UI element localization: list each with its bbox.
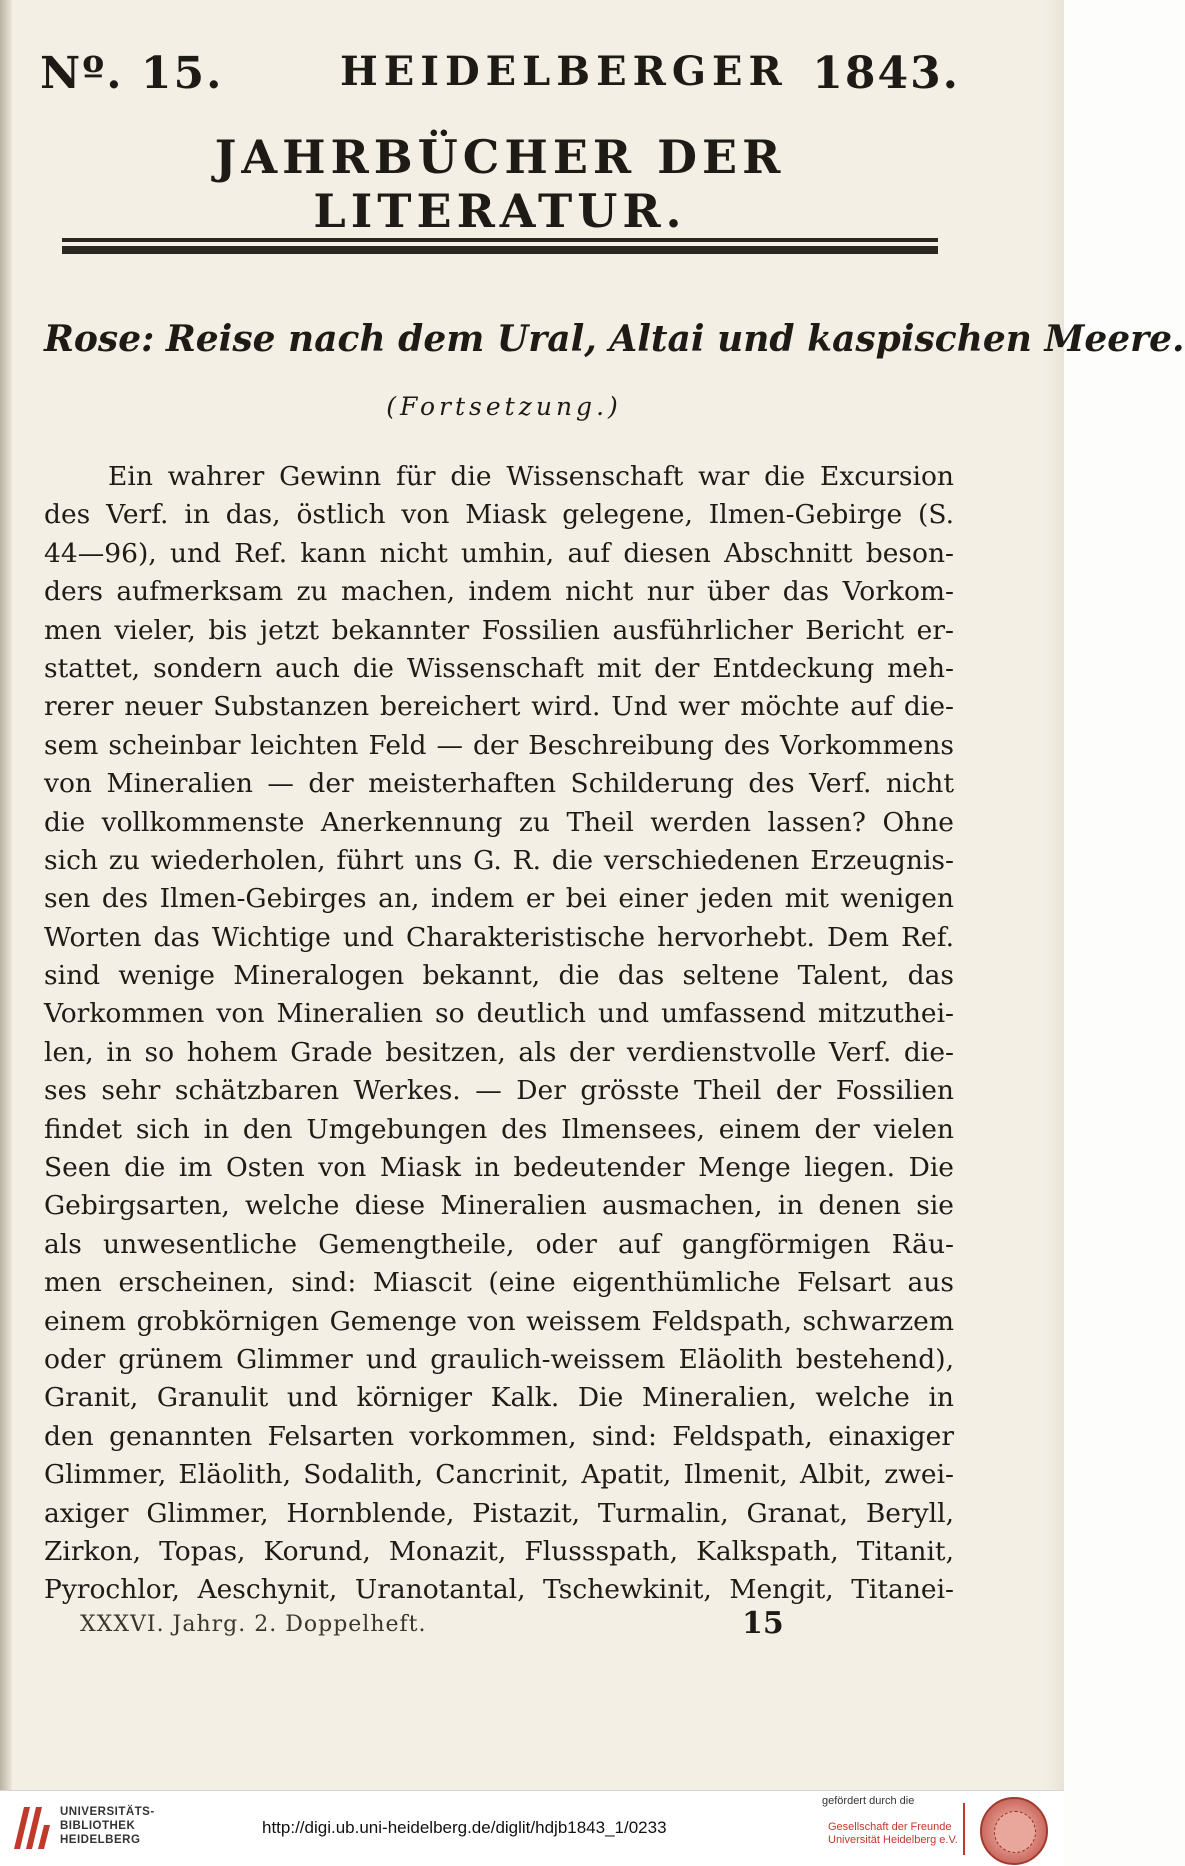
issue-number: Nº. 15.	[40, 48, 224, 99]
text-line: sen des Ilmen-Gebirges an, indem er bei einer jeden mit wenigen	[44, 883, 954, 915]
signature-number: 15	[742, 1606, 784, 1641]
text-line: Ein wahrer Gewinn für die Wissenschaft war die Excursion	[108, 461, 954, 492]
text-line: die vollkommenste Anerkennung zu Theil werden lassen? Ohne	[44, 806, 954, 838]
journal-header	[40, 48, 960, 108]
viewer-footer	[0, 1790, 1064, 1866]
text-line: axiger Glimmer, Hornblende, Pistazit, Turmalin, Granat, Beryll,	[44, 1497, 954, 1529]
text-line: sem scheinbar leichten Feld — der Beschreibung des Vorkommens	[44, 729, 954, 761]
article-heading	[44, 318, 1185, 360]
text-line: ses sehr schätzbaren Werkes. — Der grösste Theil der Fossilien	[44, 1075, 954, 1107]
text-line: rerer neuer Substanzen bereichert wird. Und wer möchte auf die-	[44, 691, 954, 723]
text-line: men erscheinen, sind: Miascit (eine eigenthümliche Felsart aus	[44, 1267, 954, 1299]
text-line: oder grünem Glimmer und graulich-weissem Eläolith bestehend),	[44, 1343, 954, 1375]
header-rule-thin	[62, 238, 938, 242]
seal-center	[994, 1811, 1036, 1853]
text-line: sich zu wiederholen, führt uns G. R. die verschiedenen Erzeugnis-	[44, 844, 954, 876]
article-title: Reise nach dem Ural, Altai und kaspischen Meere.	[165, 318, 1185, 360]
text-line: 44—96), und Ref. kann nicht umhin, auf diesen Abschnitt beson-	[44, 537, 954, 569]
text-line: ders aufmerksam zu machen, indem nicht nur über das Vorkom-	[44, 576, 954, 608]
text-line: men vieler, bis jetzt bekannter Fossilien ausführlicher Bericht er-	[44, 614, 954, 646]
library-name-line3: HEIDELBERG	[60, 1834, 141, 1846]
text-line: von Mineralien — der meisterhaften Schilderung des Verf. nicht	[44, 768, 954, 800]
text-line: als unwesentliche Gemengtheile, oder auf gangförmigen Räu-	[44, 1228, 954, 1260]
library-name-line2: BIBLIOTHEK	[60, 1820, 136, 1832]
page-binding-edge	[0, 0, 12, 1790]
university-seal-icon[interactable]	[980, 1797, 1048, 1865]
text-line: Seen die im Osten von Miask in bedeutender Menge liegen. Die	[44, 1152, 954, 1184]
text-line: den genannten Felsarten vorkommen, sind: Feldspath, einaxiger	[44, 1420, 954, 1452]
issue-year: 1843.	[812, 48, 960, 99]
page-signature	[80, 1606, 820, 1648]
footer-divider	[963, 1803, 965, 1855]
text-line: Pyrochlor, Aeschynit, Uranotantal, Tschewkinit, Mengit, Titanei-	[44, 1574, 954, 1606]
text-line: sind wenige Mineralogen bekannt, die das seltene Talent, das	[44, 960, 954, 992]
journal-subtitle: JAHRBÜCHER DER LITERATUR.	[214, 130, 786, 238]
page-right-edge	[1044, 0, 1064, 1790]
text-line: len, in so hohem Grade besitzen, als der verdienstvolle Verf. die-	[44, 1036, 954, 1068]
signature-volume: XXXVI. Jahrg. 2. Doppelheft.	[80, 1612, 427, 1637]
text-line: Granit, Granulit und körniger Kalk. Die Mineralien, welche in	[44, 1382, 954, 1414]
text-line: Glimmer, Eläolith, Sodalith, Cancrinit, Apatit, Ilmenit, Albit, zwei-	[44, 1459, 954, 1491]
funded-by-label: gefördert durch die	[822, 1795, 915, 1807]
article-continuation: (Fortsetzung.)	[386, 392, 622, 421]
society-name-line1: Gesellschaft der Freunde	[828, 1821, 952, 1833]
library-name[interactable]	[60, 1805, 155, 1847]
text-line: des Verf. in das, östlich von Miask gelegene, Ilmen-Gebirge (S.	[44, 499, 954, 531]
text-line: stattet, sondern auch die Wissenschaft mit der Entdeckung meh-	[44, 652, 954, 684]
header-rule-thick	[62, 246, 938, 254]
article-body	[44, 458, 954, 1610]
library-name-line1: UNIVERSITÄTS-	[60, 1806, 155, 1818]
text-line: einem grobkörnigen Gemenge von weissem Feldspath, schwarzem	[44, 1305, 954, 1337]
society-name-line2: Universität Heidelberg e.V.	[828, 1834, 958, 1846]
text-line: findet sich in den Umgebungen des Ilmensees, einem der vielen	[44, 1113, 954, 1145]
text-line: Zirkon, Topas, Korund, Monazit, Flussspath, Kalkspath, Titanit,	[44, 1535, 954, 1567]
permalink-url[interactable]: http://digi.ub.uni-heidelberg.de/diglit/hdjb1843_1/0233	[262, 1818, 667, 1837]
society-name[interactable]	[828, 1821, 958, 1847]
ub-logo-icon[interactable]	[10, 1803, 56, 1853]
text-line: Gebirgsarten, welche diese Mineralien ausmachen, in denen sie	[44, 1190, 954, 1222]
text-line: Worten das Wichtige und Charakteristische hervorhebt. Dem Ref.	[44, 921, 954, 953]
article-author: Rose:	[44, 318, 155, 360]
text-line: Vorkommen von Mineralien so deutlich und umfassend mitzuthei-	[44, 998, 954, 1030]
journal-title: HEIDELBERGER	[340, 48, 788, 95]
